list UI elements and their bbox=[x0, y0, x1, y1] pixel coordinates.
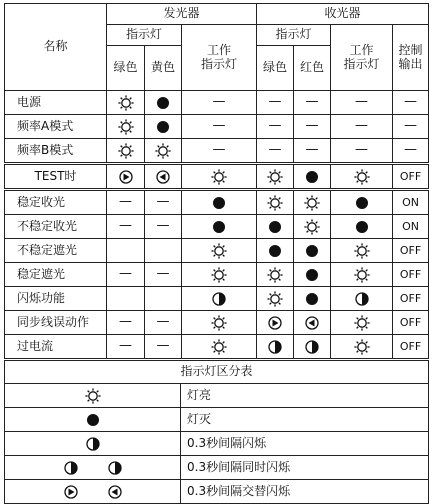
emitter-green-cell bbox=[107, 239, 145, 263]
dash-text: — bbox=[268, 142, 282, 158]
receiver-green-cell bbox=[257, 215, 294, 239]
half-circle-icon bbox=[267, 339, 283, 355]
table-row bbox=[5, 139, 429, 164]
dash-text: — bbox=[212, 94, 226, 110]
output-state: OFF bbox=[399, 169, 422, 183]
dash-text: — bbox=[305, 94, 319, 110]
sun-icon bbox=[267, 291, 283, 307]
indicator-legend-table bbox=[4, 360, 429, 504]
dash-text: — bbox=[156, 218, 170, 234]
emitter-yellow-header: 黄色 bbox=[145, 46, 182, 91]
receiver-green-cell bbox=[257, 139, 294, 164]
receiver-red-cell bbox=[294, 91, 331, 115]
sun-icon bbox=[211, 315, 227, 331]
emitter-yellow-cell bbox=[145, 335, 182, 359]
output-state: ON bbox=[402, 219, 419, 233]
receiver-red-cell bbox=[294, 287, 331, 311]
indicator-status-table bbox=[4, 3, 429, 359]
receiver-green-cell bbox=[257, 263, 294, 287]
dash-text: — bbox=[212, 142, 226, 158]
emitter-yellow-cell bbox=[145, 311, 182, 335]
receiver-work-cell bbox=[331, 164, 393, 190]
legend-row bbox=[5, 480, 429, 504]
receiver-work-cell bbox=[331, 91, 393, 115]
receiver-work-cell bbox=[331, 311, 393, 335]
dot-icon bbox=[155, 119, 171, 135]
control-output-cell bbox=[393, 91, 429, 115]
control-output-cell bbox=[393, 164, 429, 190]
output-state: OFF bbox=[399, 339, 422, 353]
emitter-work-cell bbox=[182, 139, 257, 164]
output-state: ON bbox=[402, 195, 419, 209]
dot-icon bbox=[155, 95, 171, 111]
emitter-green-cell bbox=[107, 115, 145, 139]
dot-icon bbox=[354, 195, 370, 211]
table-row bbox=[5, 239, 429, 263]
dot-icon bbox=[267, 243, 283, 259]
sun-icon bbox=[304, 219, 320, 235]
legend-row bbox=[5, 408, 429, 432]
half-circle-icon bbox=[63, 460, 79, 476]
emitter-work-indicator-label: 工作 指示灯 bbox=[201, 42, 238, 71]
sun-icon bbox=[354, 315, 370, 331]
receiver-work-cell bbox=[331, 239, 393, 263]
sun-icon bbox=[267, 267, 283, 283]
emitter-header: 发光器 bbox=[107, 4, 257, 25]
name-header: 名称 bbox=[5, 4, 107, 91]
control-output-cell bbox=[393, 190, 429, 215]
table-row bbox=[5, 91, 429, 115]
sun-icon bbox=[118, 119, 134, 135]
sun-icon bbox=[354, 243, 370, 259]
sun-icon bbox=[155, 143, 171, 159]
receiver-red-cell bbox=[294, 311, 331, 335]
emitter-green-cell bbox=[107, 311, 145, 335]
alternate-left-icon bbox=[304, 315, 320, 331]
emitter-indicator-header: 指示灯 bbox=[107, 25, 182, 46]
half-circle-icon bbox=[107, 460, 123, 476]
dash-text: — bbox=[119, 266, 132, 282]
emitter-work-cell bbox=[182, 91, 257, 115]
legend-symbol-cell bbox=[5, 480, 181, 504]
receiver-green-cell bbox=[257, 190, 294, 215]
row-name: 频率A模式 bbox=[5, 115, 107, 139]
control-output-header bbox=[393, 25, 429, 91]
emitter-yellow-cell bbox=[145, 215, 182, 239]
emitter-work-indicator-header bbox=[182, 25, 257, 91]
row-name: TEST时 bbox=[5, 164, 107, 190]
dot-icon bbox=[304, 291, 320, 307]
receiver-work-indicator-label: 工作 指示灯 bbox=[343, 42, 380, 71]
receiver-green-cell bbox=[257, 239, 294, 263]
receiver-red-cell bbox=[294, 139, 331, 164]
alternate-right-icon bbox=[63, 484, 79, 500]
dash-text: — bbox=[355, 142, 369, 158]
sun-icon bbox=[118, 95, 134, 111]
receiver-work-cell bbox=[331, 335, 393, 359]
receiver-work-cell bbox=[331, 115, 393, 139]
sun-icon bbox=[211, 169, 227, 185]
receiver-green-cell bbox=[257, 335, 294, 359]
emitter-green-cell bbox=[107, 287, 145, 311]
legend-symbol-cell bbox=[5, 384, 181, 408]
legend-description: 0.3秒间隔闪烁 bbox=[181, 432, 429, 456]
dash-text: — bbox=[404, 118, 418, 134]
row-name: 电源 bbox=[5, 91, 107, 115]
control-output-cell bbox=[393, 311, 429, 335]
sun-icon bbox=[354, 169, 370, 185]
table-row bbox=[5, 263, 429, 287]
control-output-cell bbox=[393, 287, 429, 311]
emitter-work-cell bbox=[182, 215, 257, 239]
legend-symbol-cell bbox=[5, 432, 181, 456]
sun-icon bbox=[211, 243, 227, 259]
emitter-work-cell bbox=[182, 311, 257, 335]
emitter-green-cell bbox=[107, 91, 145, 115]
control-output-cell bbox=[393, 239, 429, 263]
receiver-work-indicator-header bbox=[331, 25, 393, 91]
emitter-yellow-cell bbox=[145, 287, 182, 311]
control-output-cell bbox=[393, 263, 429, 287]
row-name: 不稳定收光 bbox=[5, 215, 107, 239]
table-row bbox=[5, 190, 429, 215]
receiver-green-cell bbox=[257, 91, 294, 115]
receiver-green-cell bbox=[257, 287, 294, 311]
dash-text: — bbox=[156, 194, 170, 210]
receiver-red-cell bbox=[294, 215, 331, 239]
sun-icon bbox=[211, 267, 227, 283]
alternate-left-icon bbox=[107, 484, 123, 500]
emitter-yellow-cell bbox=[145, 164, 182, 190]
emitter-yellow-cell bbox=[145, 239, 182, 263]
dash-text: — bbox=[404, 94, 418, 110]
sun-icon bbox=[267, 195, 283, 211]
dot-icon bbox=[304, 243, 320, 259]
dash-text: — bbox=[119, 314, 132, 330]
table-row bbox=[5, 115, 429, 139]
output-state: OFF bbox=[399, 267, 422, 281]
emitter-work-cell bbox=[182, 335, 257, 359]
sun-icon bbox=[85, 388, 101, 404]
sun-icon bbox=[211, 339, 227, 355]
emitter-work-cell bbox=[182, 287, 257, 311]
table-row bbox=[5, 311, 429, 335]
emitter-work-cell bbox=[182, 263, 257, 287]
receiver-red-cell bbox=[294, 164, 331, 190]
dash-text: — bbox=[119, 218, 132, 234]
output-state: OFF bbox=[399, 291, 422, 305]
receiver-green-cell bbox=[257, 164, 294, 190]
emitter-green-cell bbox=[107, 139, 145, 164]
receiver-green-cell bbox=[257, 115, 294, 139]
dot-icon bbox=[304, 169, 320, 185]
receiver-green-header: 绿色 bbox=[257, 46, 294, 91]
receiver-red-cell bbox=[294, 263, 331, 287]
control-output-cell bbox=[393, 335, 429, 359]
emitter-yellow-cell bbox=[145, 263, 182, 287]
receiver-work-cell bbox=[331, 287, 393, 311]
legend-description: 灯亮 bbox=[181, 384, 429, 408]
emitter-green-header: 绿色 bbox=[107, 46, 145, 91]
legend-description: 灯灭 bbox=[181, 408, 429, 432]
legend-row bbox=[5, 456, 429, 480]
receiver-red-cell bbox=[294, 239, 331, 263]
emitter-work-cell bbox=[182, 164, 257, 190]
legend-symbol-cell bbox=[5, 408, 181, 432]
table-row bbox=[5, 164, 429, 190]
alternate-left-icon bbox=[155, 169, 171, 185]
legend-row bbox=[5, 432, 429, 456]
sun-icon bbox=[304, 195, 320, 211]
output-state: OFF bbox=[399, 315, 422, 329]
control-output-cell bbox=[393, 139, 429, 164]
receiver-green-cell bbox=[257, 311, 294, 335]
emitter-yellow-cell bbox=[145, 115, 182, 139]
receiver-header: 收光器 bbox=[257, 4, 429, 25]
emitter-green-cell bbox=[107, 335, 145, 359]
dash-text: — bbox=[156, 314, 170, 330]
receiver-work-cell bbox=[331, 263, 393, 287]
half-circle-icon bbox=[85, 436, 101, 452]
receiver-work-cell bbox=[331, 215, 393, 239]
emitter-work-cell bbox=[182, 239, 257, 263]
alternate-right-icon bbox=[267, 315, 283, 331]
half-circle-icon bbox=[304, 339, 320, 355]
emitter-green-cell bbox=[107, 263, 145, 287]
dash-text: — bbox=[156, 338, 170, 354]
emitter-work-cell bbox=[182, 115, 257, 139]
receiver-indicator-header: 指示灯 bbox=[257, 25, 331, 46]
emitter-yellow-cell bbox=[145, 91, 182, 115]
dot-icon bbox=[267, 219, 283, 235]
legend-title: 指示灯区分表 bbox=[5, 361, 429, 384]
dash-text: — bbox=[156, 266, 170, 282]
table-row bbox=[5, 215, 429, 239]
dot-icon bbox=[211, 195, 227, 211]
row-name: 稳定收光 bbox=[5, 190, 107, 215]
legend-description: 0.3秒间隔同时闪烁 bbox=[181, 456, 429, 480]
sun-icon bbox=[267, 169, 283, 185]
output-state: OFF bbox=[399, 243, 422, 257]
sun-icon bbox=[118, 143, 134, 159]
dash-text: — bbox=[212, 118, 226, 134]
row-name: 闪烁功能 bbox=[5, 287, 107, 311]
legend-row bbox=[5, 384, 429, 408]
dot-icon bbox=[304, 267, 320, 283]
control-output-cell bbox=[393, 215, 429, 239]
legend-description: 0.3秒间隔交替闪烁 bbox=[181, 480, 429, 504]
receiver-red-cell bbox=[294, 190, 331, 215]
receiver-work-cell bbox=[331, 190, 393, 215]
receiver-red-cell bbox=[294, 335, 331, 359]
dash-text: — bbox=[305, 142, 319, 158]
row-name: 不稳定遮光 bbox=[5, 239, 107, 263]
dash-text: — bbox=[404, 142, 418, 158]
half-circle-icon bbox=[211, 291, 227, 307]
receiver-work-cell bbox=[331, 139, 393, 164]
sun-icon bbox=[354, 339, 370, 355]
dash-text: — bbox=[355, 94, 369, 110]
emitter-work-cell bbox=[182, 190, 257, 215]
receiver-red-cell bbox=[294, 115, 331, 139]
emitter-green-cell bbox=[107, 164, 145, 190]
control-output-cell bbox=[393, 115, 429, 139]
dash-text: — bbox=[305, 118, 319, 134]
row-name: 同步线误动作 bbox=[5, 311, 107, 335]
sun-icon bbox=[354, 267, 370, 283]
dash-text: — bbox=[119, 338, 132, 354]
dot-icon bbox=[85, 412, 101, 428]
dot-icon bbox=[354, 219, 370, 235]
legend-symbol-cell bbox=[5, 456, 181, 480]
alternate-right-icon bbox=[118, 169, 134, 185]
emitter-green-cell bbox=[107, 190, 145, 215]
half-circle-icon bbox=[354, 291, 370, 307]
emitter-yellow-cell bbox=[145, 190, 182, 215]
dash-text: — bbox=[119, 194, 132, 210]
receiver-red-header: 红色 bbox=[294, 46, 331, 91]
emitter-yellow-cell bbox=[145, 139, 182, 164]
dot-icon bbox=[211, 219, 227, 235]
dash-text: — bbox=[268, 94, 282, 110]
row-name: 过电流 bbox=[5, 335, 107, 359]
control-output-label: 控制 输出 bbox=[398, 42, 423, 71]
dash-text: — bbox=[355, 118, 369, 134]
emitter-green-cell bbox=[107, 215, 145, 239]
table-row bbox=[5, 335, 429, 359]
table-row bbox=[5, 287, 429, 311]
row-name: 稳定遮光 bbox=[5, 263, 107, 287]
dash-text: — bbox=[268, 118, 282, 134]
row-name: 频率B模式 bbox=[5, 139, 107, 164]
